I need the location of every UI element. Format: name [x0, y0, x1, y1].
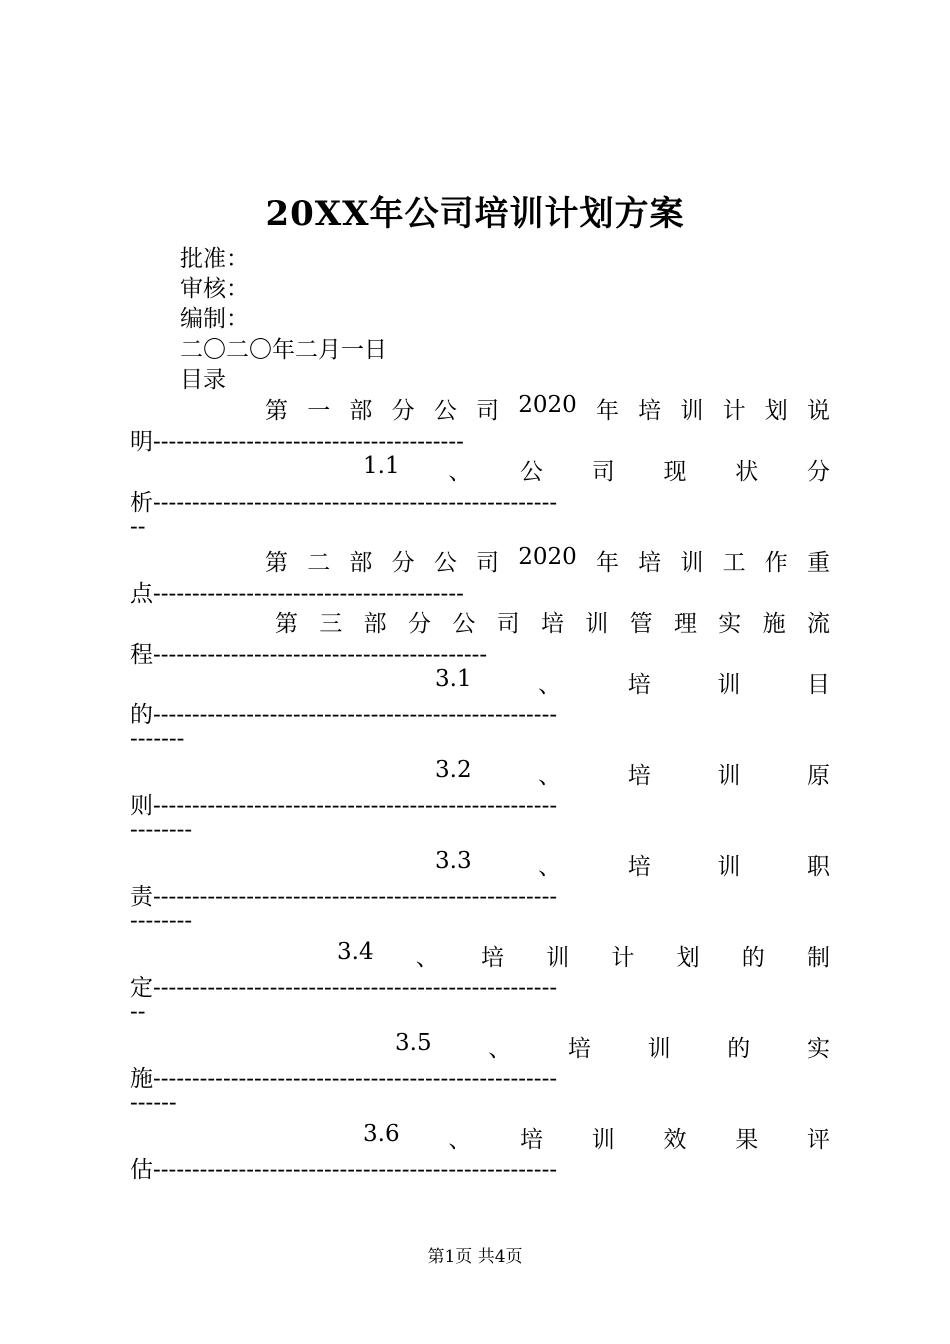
toc-leader-text: ------- [130, 726, 185, 752]
toc-entry-text: 部 [349, 550, 373, 576]
toc-line [130, 787, 830, 820]
toc-line [130, 726, 830, 752]
toc-entry-text: 的 [727, 1036, 751, 1062]
toc-entry-text: 的 [741, 945, 765, 971]
toc-entry-text: 培 [627, 854, 651, 880]
toc-entry-text: 管 [629, 611, 653, 637]
toc-entry-text: 司 [496, 611, 520, 637]
toc-line [363, 453, 830, 486]
toc-leader-text: 责---------------------------------------------------- [130, 884, 558, 910]
toc-entry-text: 重 [806, 550, 830, 576]
toc-entry-text: 培 [627, 763, 651, 789]
toc-leader-text: 明---------------------------------------- [130, 429, 464, 455]
toc-entry-text: 一 [307, 398, 331, 424]
toc-entry-text: 现 [663, 459, 687, 485]
toc-entry-text: 年 [595, 550, 619, 576]
toc-entry-text: 理 [673, 611, 697, 637]
toc-line [130, 1060, 830, 1093]
toc-entry-text: 分 [806, 459, 830, 485]
toc-entry-text: 、 [415, 945, 439, 971]
toc-line [435, 848, 830, 881]
toc-line [130, 1090, 830, 1116]
toc-entry-text: 2020 [518, 544, 577, 570]
toc-leader-text: -------- [130, 908, 193, 934]
toc-leader-text: 程------------------------------------------- [130, 642, 488, 668]
toc-entry-text: 公 [520, 459, 544, 485]
toc-entry-text: 训 [591, 1127, 615, 1153]
toc-line [395, 1030, 830, 1063]
toc-entry-text: 部 [363, 611, 387, 637]
document-date: 二〇二〇年二月一日 [180, 337, 387, 363]
toc-entry-text: 3.2 [435, 757, 472, 783]
toc-entry-text: 第 [265, 550, 288, 576]
toc-leader-text: 则---------------------------------------------------- [130, 793, 558, 819]
toc-entry-text: 2020 [518, 392, 577, 418]
toc-leader-text: ------ [130, 1090, 177, 1116]
toc-line [130, 1151, 830, 1184]
toc-entry-text: 训 [680, 550, 704, 576]
toc-entry-text: 司 [476, 550, 500, 576]
approval-label: 批准： [180, 246, 249, 272]
toc-entry-text: 、 [538, 763, 562, 789]
toc-entry-text: 、 [448, 1127, 472, 1153]
toc-leader-text: 析---------------------------------------------------- [130, 490, 558, 516]
toc-entry-text: 计 [722, 398, 746, 424]
toc-entry-text: 培 [627, 672, 651, 698]
toc-entry-text: 培 [480, 945, 504, 971]
toc-entry-text: 、 [448, 459, 472, 485]
toc-entry-text: 、 [488, 1036, 512, 1062]
toc-entry-text: 计 [611, 945, 635, 971]
toc-line [130, 423, 830, 456]
toc-entry-text: 制 [807, 945, 830, 971]
toc-entry-text: 工 [722, 550, 746, 576]
toc-entry-text: 目 [806, 672, 830, 698]
toc-entry-text: 3.1 [435, 666, 472, 692]
toc-line [130, 696, 830, 729]
toc-entry-text: 划 [676, 945, 700, 971]
toc-entry-text: 评 [806, 1127, 830, 1153]
toc-entry-text: 年 [595, 398, 619, 424]
toc-line [337, 939, 830, 972]
toc-entry-text: 培 [567, 1036, 591, 1062]
toc-entry-text: 施 [762, 611, 786, 637]
toc-entry-text: 训 [717, 763, 741, 789]
toc-entry-text: 3.6 [363, 1121, 400, 1147]
toc-entry-text: 训 [717, 854, 741, 880]
toc-entry-text: 果 [735, 1127, 759, 1153]
toc-line [130, 484, 830, 517]
toc-leader-text: 点---------------------------------------- [130, 581, 464, 607]
toc-leader-text: -- [130, 514, 146, 540]
toc-entry-text: 训 [647, 1036, 671, 1062]
toc-entry-text: 分 [407, 611, 431, 637]
toc-entry-text: 公 [433, 398, 457, 424]
toc-leader-text: 施---------------------------------------------------- [130, 1066, 558, 1092]
toc-entry-text: 第 [265, 398, 288, 424]
toc-line [265, 392, 830, 425]
toc-leader-text: 估---------------------------------------------------- [130, 1157, 558, 1183]
toc-line [130, 636, 830, 669]
toc-entry-text: 分 [391, 550, 415, 576]
toc-line [265, 544, 830, 577]
toc-line [130, 969, 830, 1002]
toc-entry-text: 训 [546, 945, 570, 971]
toc-line [130, 908, 830, 934]
toc-entry-text: 二 [307, 550, 331, 576]
review-label: 审核： [180, 276, 249, 302]
document-title: 20XX年公司培训计划方案 [265, 194, 685, 234]
toc-line [130, 878, 830, 911]
toc-entry-text: 状 [735, 459, 759, 485]
toc-entry-text: 司 [476, 398, 500, 424]
toc-entry-text: 流 [806, 611, 830, 637]
toc-entry-text: 作 [764, 550, 788, 576]
toc-entry-text: 说 [806, 398, 830, 424]
toc-entry-text: 分 [391, 398, 415, 424]
toc-entry-text: 公 [452, 611, 476, 637]
toc-entry-text: 3.5 [395, 1030, 432, 1056]
toc-entry-text: 三 [319, 611, 343, 637]
toc-leader-text: -- [130, 999, 146, 1025]
toc-entry-text: 实 [718, 611, 742, 637]
toc-line [435, 757, 830, 790]
toc-line [275, 605, 830, 638]
toc-leader-text: 定---------------------------------------------------- [130, 975, 558, 1001]
toc-entry-text: 培 [638, 550, 662, 576]
toc-entry-text: 划 [764, 398, 788, 424]
toc-entry-text: 效 [663, 1127, 687, 1153]
toc-entry-text: 1.1 [363, 453, 400, 479]
prepared-label: 编制： [180, 306, 249, 332]
toc-line [130, 817, 830, 843]
toc-entry-text: 、 [538, 854, 562, 880]
toc-entry-text: 公 [433, 550, 457, 576]
page-footer: 第1页 共4页 [427, 1247, 523, 1267]
toc-entry-text: 培 [540, 611, 564, 637]
toc-heading: 目录 [180, 367, 226, 393]
toc-entry-text: 训 [585, 611, 609, 637]
toc-entry-text: 第 [275, 611, 298, 637]
toc-entry-text: 培 [520, 1127, 544, 1153]
toc-line [130, 575, 830, 608]
toc-line [130, 514, 830, 540]
toc-entry-text: 训 [717, 672, 741, 698]
toc-leader-text: 的---------------------------------------------------- [130, 702, 558, 728]
toc-entry-text: 原 [806, 763, 830, 789]
toc-entry-text: 司 [591, 459, 615, 485]
toc-entry-text: 3.3 [435, 848, 472, 874]
toc-entry-text: 实 [806, 1036, 830, 1062]
toc-line [435, 666, 830, 699]
toc-leader-text: -------- [130, 817, 193, 843]
toc-entry-text: 职 [806, 854, 830, 880]
toc-line [363, 1121, 830, 1154]
toc-entry-text: 培 [638, 398, 662, 424]
toc-entry-text: 部 [349, 398, 373, 424]
toc-line [130, 999, 830, 1025]
toc-entry-text: 、 [538, 672, 562, 698]
toc-entry-text: 3.4 [337, 939, 374, 965]
toc-entry-text: 训 [680, 398, 704, 424]
